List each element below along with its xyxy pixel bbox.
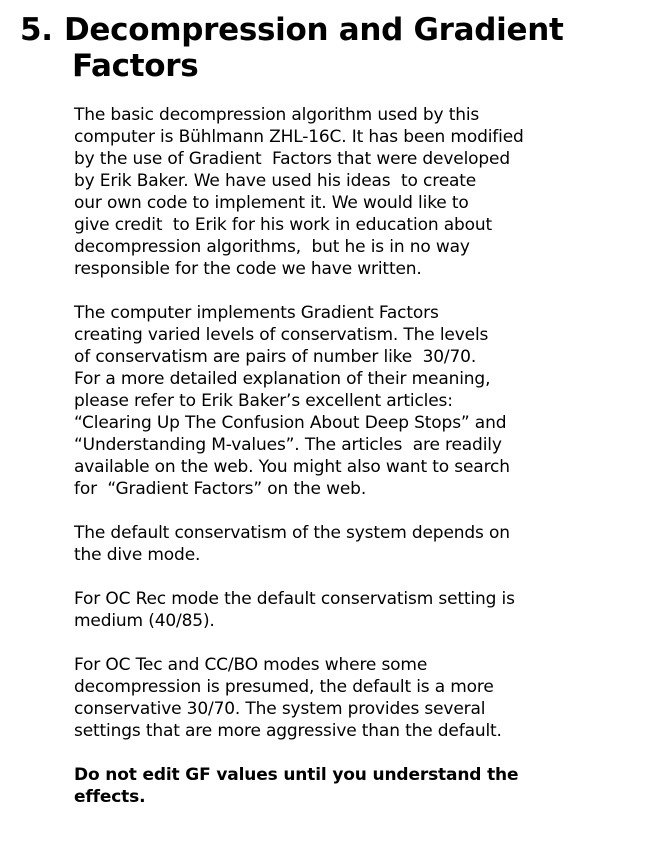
text-line: responsible for the code we have written. (74, 259, 422, 279)
section-title-line-2: Factors (72, 48, 199, 84)
text-line: “Understanding M-values”. The articles are readily (74, 435, 502, 455)
text-line: please refer to Erik Baker’s excellent articles: (74, 391, 453, 411)
text-line: The computer implements Gradient Factors (74, 303, 439, 323)
text-line: decompression is presumed, the default is a more (74, 677, 494, 697)
section-body (74, 104, 644, 830)
section-number: 5. (20, 12, 53, 48)
text-line: medium (40/85). (74, 611, 215, 631)
text-line: “Clearing Up The Confusion About Deep Stops” and (74, 413, 507, 433)
section-heading (20, 12, 645, 84)
text-line: computer is Bühlmann ZHL-16C. It has been modified (74, 127, 524, 147)
section-title-line-1: Decompression and Gradient (64, 12, 564, 48)
text-line: give credit to Erik for his work in education about (74, 215, 493, 235)
text-line: by the use of Gradient Factors that were developed (74, 149, 510, 169)
text-line: creating varied levels of conservatism. The levels (74, 325, 489, 345)
text-line: the dive mode. (74, 545, 201, 565)
text-line: settings that are more aggressive than the default. (74, 721, 502, 741)
paragraph-gradient-factors (74, 302, 644, 500)
text-line: conservative 30/70. The system provides several (74, 699, 486, 719)
text-line: for “Gradient Factors” on the web. (74, 479, 367, 499)
text-line: effects. (74, 787, 146, 807)
text-line: decompression algorithms, but he is in no way (74, 237, 470, 257)
text-line: Do not edit GF values until you understand the (74, 765, 519, 785)
text-line: For OC Rec mode the default conservatism setting is (74, 589, 515, 609)
text-line: our own code to implement it. We would like to (74, 193, 469, 213)
text-line: For OC Tec and CC/BO modes where some (74, 655, 428, 675)
paragraph-oc-tec-cc (74, 654, 644, 742)
paragraph-default-conservatism (74, 522, 644, 566)
text-line: of conservatism are pairs of number like 30/70. (74, 347, 477, 367)
paragraph-algorithm (74, 104, 644, 280)
text-line: available on the web. You might also want to search (74, 457, 510, 477)
text-line: For a more detailed explanation of their meaning, (74, 369, 491, 389)
text-line: The basic decompression algorithm used by this (74, 105, 480, 125)
text-line: The default conservatism of the system depends on (74, 523, 510, 543)
paragraph-oc-rec (74, 588, 644, 632)
warning-note (74, 764, 644, 808)
text-line: by Erik Baker. We have used his ideas to create (74, 171, 477, 191)
